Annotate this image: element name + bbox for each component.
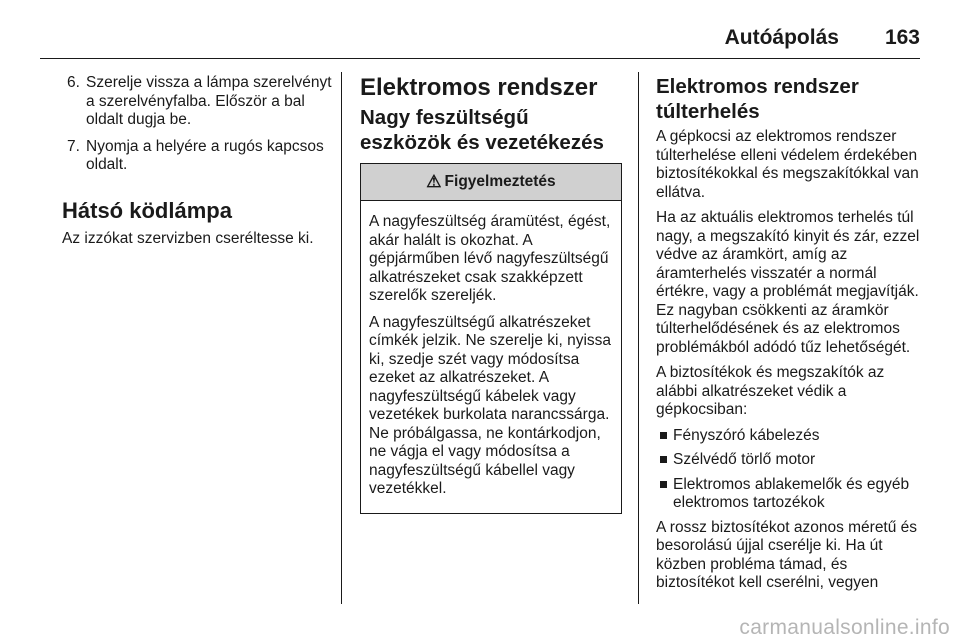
list-item [62, 74, 334, 130]
steps-list [62, 74, 334, 175]
section-heading-rear-fog-lamp: Hátsó ködlámpa [62, 197, 232, 223]
column-divider-left [341, 72, 342, 604]
list-item: Elektromos ablakemelők és egyéb elektromos tartozékok [656, 476, 924, 513]
step-text: Nyomja a helyére a rugós kapcsos oldalt. [86, 137, 324, 173]
watermark: carmanualsonline.info [739, 616, 950, 639]
protected-components-list [656, 427, 924, 513]
warning-box [360, 163, 622, 514]
column-divider-right [638, 72, 639, 604]
page-number: 163 [884, 26, 920, 49]
step-number: 6. [67, 74, 80, 91]
paragraph: A gépkocsi az elektromos rendszer túlterhelése elleni védelem érdekében biztosítékokkal és megszakítókkal van ellátva. [656, 128, 919, 201]
list-item [62, 138, 334, 175]
warning-title: Figyelmeztetés [444, 172, 556, 190]
warning-triangle-icon: ⚠ [426, 171, 442, 191]
header-rule [40, 58, 920, 59]
middle-column [360, 74, 622, 514]
step-text: Szerelje vissza a lámpa szerelvényt a szerelvényfalba. Először a bal oldalt dugja be. [86, 74, 332, 128]
step-number: 7. [67, 137, 80, 155]
list-item: Szélvédő törlő motor [656, 451, 924, 470]
paragraph: Ha az aktuális elektromos terhelés túl nagy, a megszakító kinyit és zár, ezzel védve az áramkört, amíg az áramterhelés visszatér a normál értékre, vagy a problémát megjavítják. Ez nagyban csökkenti az áramkör túlterhelődésének és az elektromos problémákból adódó tűz lehetőségét. [656, 209, 920, 356]
list-item: Fényszóró kábelezés [656, 427, 924, 446]
paragraph: A biztosítékok és megszakítók az alábbi alkatrészeket védik a gépkocsiban: [656, 364, 885, 418]
subheading-high-voltage: Nagy feszültségű eszközök és vezetékezés [360, 106, 604, 154]
warning-body [361, 201, 621, 513]
left-column [62, 74, 334, 255]
warning-paragraph: A nagyfeszültség áramütést, égést, akár halált is okozhat. A gépjárműben lévő nagyfeszültségű alkatrészeket csak szakképzett szerelők szereljék. [369, 213, 611, 304]
page-header [725, 14, 920, 50]
warning-header [361, 164, 621, 201]
warning-paragraph: A nagyfeszültségű alkatrészeket címkék jelzik. Ne szerelje ki, nyissa ki, szedje szét vagy módosítsa ezeket az alkatrészeket. A nagyfeszültségű kábelek vagy vezetékek burkolata narancssárga. Ne próbálgassa, ne kontárkodjon, ne vágja el vagy módosítsa a nagyfeszültségű kábellel vagy vezetékkel. [369, 313, 612, 497]
right-column [656, 74, 924, 600]
section-title: Autóápolás [724, 26, 839, 49]
paragraph: Az izzókat szervizben cseréltesse ki. [62, 229, 314, 247]
section-heading-overload: Elektromos rendszer túlterhelés [656, 75, 859, 123]
section-heading-electrical-system: Elektromos rendszer [360, 74, 598, 101]
paragraph: A rossz biztosítékot azonos méretű és besorolású újjal cserélje ki. Ha út közben probléma támad, és biztosítékot kell cserélni, vegyen [656, 518, 918, 591]
